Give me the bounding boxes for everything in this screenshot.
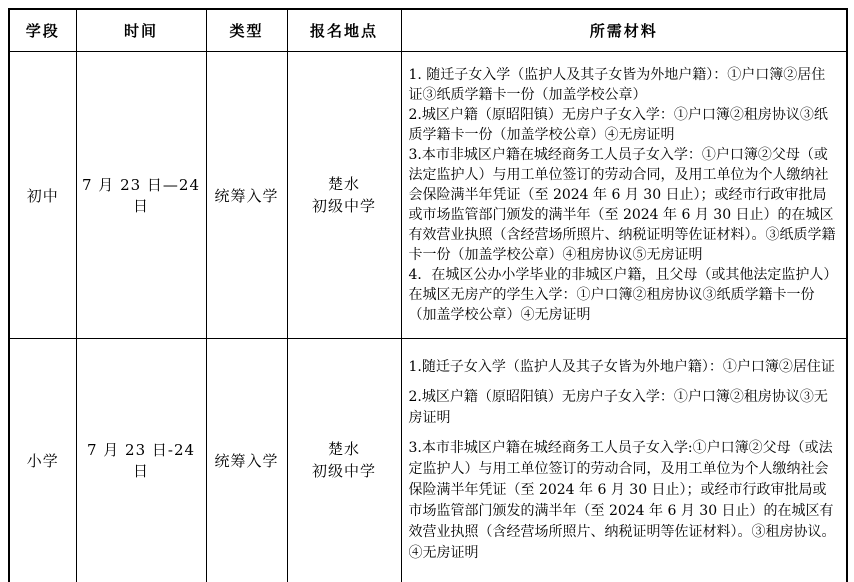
table-row-primary [9,339,847,582]
header-location: 报名地点 [287,9,401,52]
material-item: 1. 随迁子女入学（监护人及其子女皆为外地户籍）：①户口簿②居住证③纸质学籍卡一份（加盖学校公章） [408,67,826,103]
material-item: 3.本市非城区户籍在城经商务工人员子女入学：①户口簿②父母（或法定监护人）与用工单位签订的劳动合同，及用工单位为个人缴纳社会保险满半年凭证（至 2024 年 6 月 30 日止）；或经市行政审批局或市场监管部门颁发的满半年（至 2024 年 6 月 30 日止）的在城区有效营业执照（含经营场所照片、纳税证明等佐证材料）。③纸质学籍卡一份（加盖学校公章）④租房协议⑤无房证明 [408,147,836,263]
material-item: 2.城区户籍（原昭阳镇）无房户子女入学：①户口簿②租房协议③纸质学籍卡一份（加盖学校公章）④无房证明 [408,107,828,143]
cell-materials [401,339,847,582]
cell-time: 7 月 23 日—24 日 [76,52,206,339]
material-item: 3.本市非城区户籍在城经商务工人员子女入学:①户口簿②父母（或法定监护人）与用工单位签订的劳动合同，及用工单位为个人缴纳社会保险满半年凭证（至 2024 年 6 月 30 日止）；或经市行政审批局或市场监管部门颁发的满半年（至 2024 年 6 月 30 日止）的在城区有效营业执照（含经营场所照片、纳税证明等佐证材料）。③租房协议。④无房证明 [408,439,836,561]
material-item: 1.随迁子女入学（监护人及其子女皆为外地户籍）：①户口簿②居住证 [408,358,835,375]
header-type: 类型 [206,9,287,52]
cell-materials [401,52,847,339]
table-header-row [9,9,847,52]
header-materials: 所需材料 [401,9,847,52]
cell-time: 7 月 23 日-24 日 [76,339,206,582]
location-line: 初级中学 [311,462,376,481]
material-item: 2.城区户籍（原昭阳镇）无房户子女入学：①户口簿②租房协议③无房证明 [408,388,828,426]
cell-stage: 初中 [9,52,76,339]
location-line: 初级中学 [311,197,376,215]
location-line: 楚水 [327,175,360,193]
cell-location [287,339,401,582]
header-time: 时间 [76,9,206,52]
table-row-junior [9,52,847,339]
enrollment-table [8,8,848,582]
location-line: 楚水 [327,440,360,459]
material-item: 4．在城区公办小学毕业的非城区户籍，且父母（或其他法定监护人）在城区无房产的学生入学：①户口簿②租房协议③纸质学籍卡一份（加盖学校公章）④无房证明 [408,267,838,323]
cell-type: 统筹入学 [206,339,287,582]
header-stage: 学段 [9,9,76,52]
cell-location [287,52,401,339]
cell-type: 统筹入学 [206,52,287,339]
cell-stage: 小学 [9,339,76,582]
